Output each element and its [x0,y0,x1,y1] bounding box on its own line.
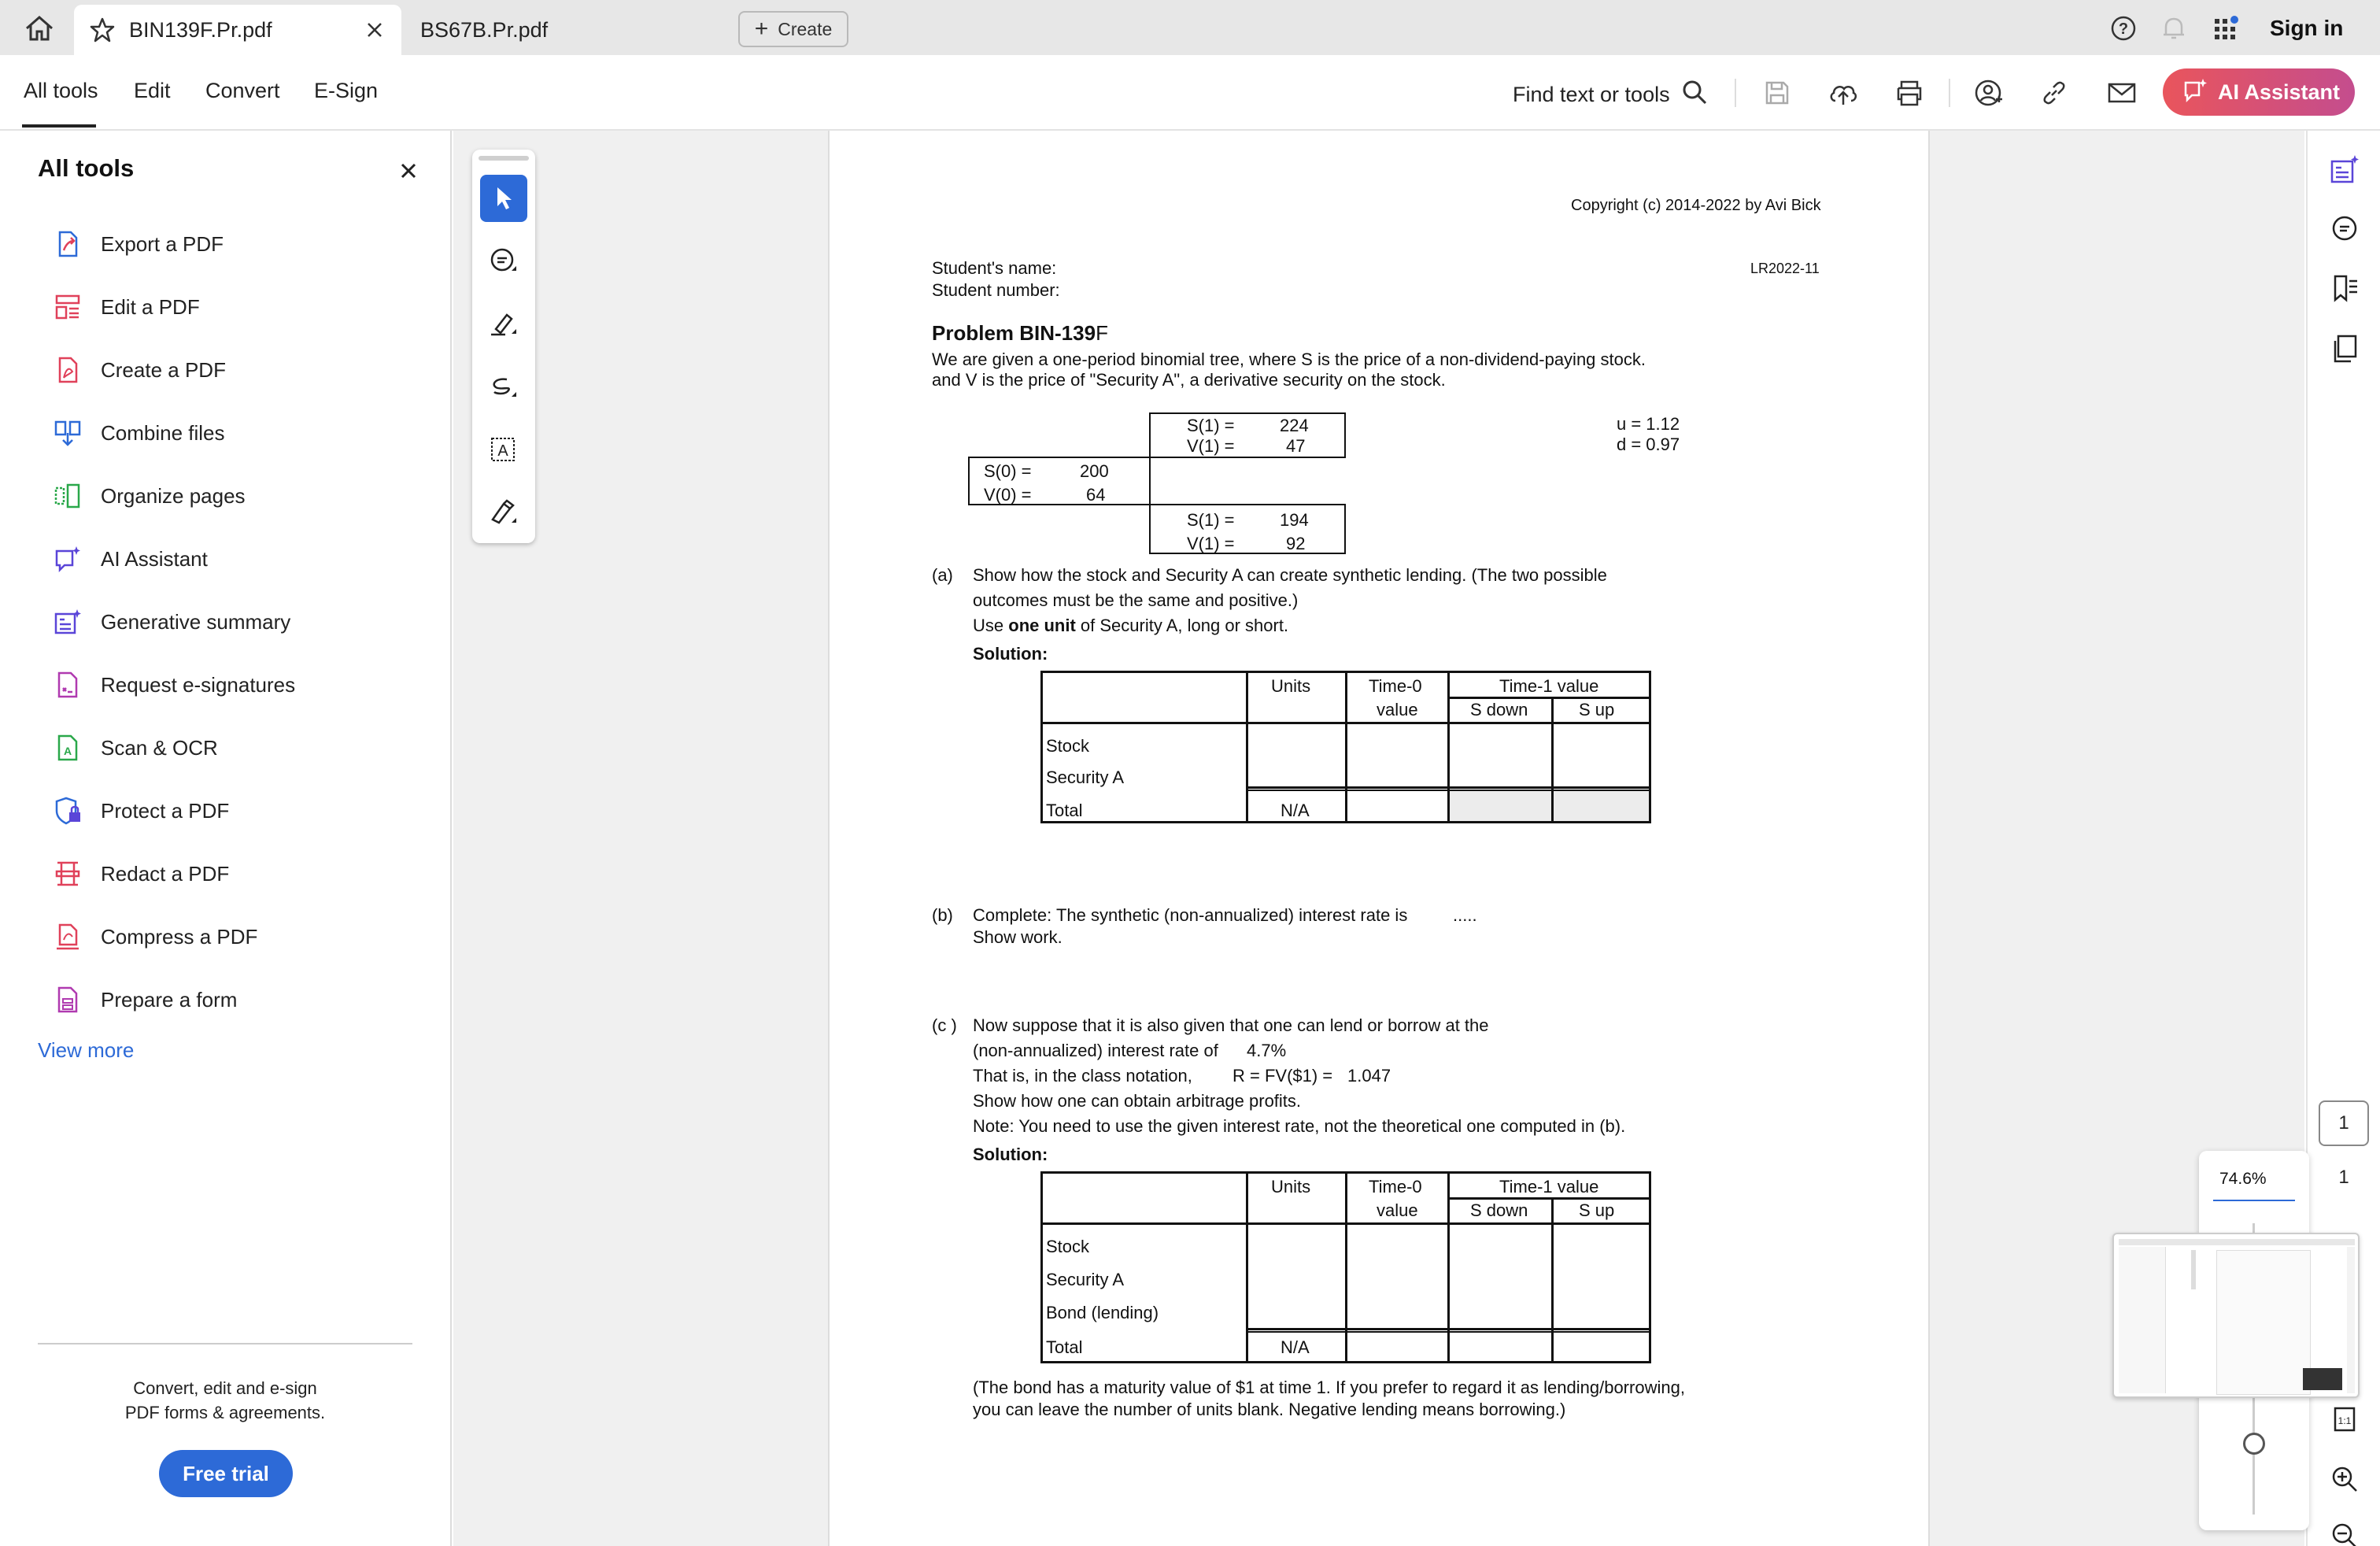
save-icon[interactable] [1760,76,1794,110]
tool-export-pdf[interactable]: Export a PDF [52,224,224,264]
link-icon[interactable] [2037,76,2071,110]
col-sup: S up [1579,1200,1615,1220]
page-thumbnail-preview[interactable] [2112,1233,2360,1398]
draw-tool-icon[interactable] [480,364,527,411]
text-box-tool-icon[interactable] [480,427,527,474]
part-a-label: (a) [932,565,953,585]
row-stock: Stock [1046,1237,1090,1256]
tool-prepare-form[interactable]: Prepare a form [52,980,237,1019]
tree-s1-up-label: S(1) = [1187,416,1235,435]
student-number-label: Student number: [932,280,1060,300]
find-text-or-tools[interactable]: Find text or tools [1513,79,1708,111]
tool-combine-files[interactable]: Combine files [52,413,225,453]
help-icon[interactable] [2108,13,2139,44]
part-c-line-2: (non-annualized) interest rate of [973,1041,1218,1060]
row-total: Total [1046,1337,1083,1357]
col-sdown: S down [1470,1200,1528,1220]
tab-bs67b[interactable] [401,5,732,55]
svg-text:A: A [63,745,72,757]
redact-pdf-icon [52,858,83,890]
sign-in-link[interactable]: Sign in [2270,16,2344,40]
svg-text:?: ? [2118,20,2129,38]
zoom-slider-handle[interactable] [2243,1433,2265,1455]
intro-line-1: We are given a one-period binomial tree, where S is the price of a non-dividend-paying stock. [932,350,1646,369]
tool-protect-pdf[interactable]: Protect a PDF [52,791,229,830]
part-a-line-3: Use one unit of Security A, long or short. [973,616,1289,635]
menu-convert[interactable]: Convert [205,79,280,102]
active-menu-indicator [22,124,96,128]
copyright: Copyright (c) 2014-2022 by Avi Bick [1571,197,1821,214]
part-c-line-3: That is, in the class notation, [973,1066,1192,1086]
solution-label-c: Solution: [973,1145,1048,1164]
cell-na: N/A [1281,801,1310,820]
part-b-line-2: Show work. [973,927,1062,947]
pages-rail-icon[interactable] [2325,329,2364,368]
part-a-line-1: Show how the stock and Security A can create synthetic lending. (The two possible [973,565,1607,585]
bookmarks-rail-icon[interactable] [2325,269,2364,309]
view-more-link[interactable]: View more [38,1038,135,1062]
page-number-input[interactable]: 1 [2319,1100,2369,1146]
menu-esign[interactable]: E-Sign [314,79,379,102]
col-time0-a: Time-0 [1369,1177,1422,1196]
apps-grid-icon[interactable] [2210,13,2241,44]
email-icon[interactable] [2105,76,2139,110]
create-button[interactable]: + Create [738,11,848,47]
part-c-rate: 4.7% [1247,1041,1287,1060]
tool-create-pdf[interactable]: Create a PDF [52,350,226,390]
zoom-value-underline [2213,1200,2295,1201]
col-time1: Time-1 value [1499,676,1599,696]
tree-u: u = 1.12 [1617,414,1680,434]
print-icon[interactable] [1892,76,1927,110]
drag-handle[interactable] [479,156,529,161]
panel-divider [38,1343,412,1344]
tree-s0-label: S(0) = [984,461,1032,481]
free-trial-button[interactable]: Free trial [159,1450,293,1497]
request-esignatures-icon [52,669,83,701]
part-b-label: (b) [932,905,953,925]
protect-pdf-icon [52,795,83,827]
home-icon[interactable] [22,13,57,44]
col-time0-b: value [1377,1200,1418,1220]
tool-edit-pdf[interactable]: Edit a PDF [52,287,200,327]
panel-title: All tools [38,154,135,182]
select-tool-icon[interactable] [480,175,527,222]
col-sdown: S down [1470,700,1528,719]
bell-icon[interactable] [2158,13,2190,44]
sign-tool-icon[interactable] [480,490,527,537]
create-pdf-icon [52,354,83,386]
part-c-label: (c ) [932,1015,957,1035]
ai-assistant-icon [52,543,83,575]
row-security-a: Security A [1046,767,1125,787]
comments-rail-icon[interactable] [2325,209,2364,249]
col-sup: S up [1579,700,1615,719]
tree-s1-up: 224 [1280,416,1309,435]
close-panel-icon[interactable] [397,159,420,183]
col-time0-a: Time-0 [1369,676,1422,696]
col-time1: Time-1 value [1499,1177,1599,1196]
close-tab-icon[interactable] [360,16,389,44]
tab-title: BS67B.Pr.pdf [420,17,549,42]
scan-ocr-icon [52,732,83,764]
pdf-page [828,131,1930,1546]
export-pdf-icon [52,228,83,260]
fit-page-icon[interactable] [2325,1400,2364,1439]
zoom-out-icon[interactable] [2325,1516,2364,1546]
solution-label-a: Solution: [973,644,1048,664]
tree-s1-down: 194 [1280,510,1309,530]
part-c-line-1: Now suppose that it is also given that one can lend or borrow at the [973,1015,1489,1035]
row-stock: Stock [1046,736,1090,756]
tree-v0-label: V(0) = [984,485,1032,505]
tree-s0: 200 [1080,461,1109,481]
zoom-in-icon[interactable] [2325,1459,2364,1499]
tree-v1-up-label: V(1) = [1187,436,1235,456]
tool-ai-assistant[interactable]: AI Assistant [52,539,208,579]
organize-pages-icon [52,480,83,512]
tree-v0: 64 [1086,485,1106,505]
generative-summary-icon [52,606,83,638]
student-name-label: Student's name: [932,258,1057,278]
svg-text:A: A [497,442,508,460]
share-user-icon[interactable] [1971,76,2005,110]
tab-bar [0,0,2380,55]
all-tools-panel [0,131,452,1546]
part-c-line-4: Show how one can obtain arbitrage profits. [973,1091,1302,1111]
page-total: 1 [2338,1167,2349,1188]
svg-text:1:1: 1:1 [2338,1415,2352,1426]
tool-compress-pdf[interactable]: Compress a PDF [52,917,257,956]
highlight-tool-icon[interactable] [480,301,527,348]
combine-files-icon [52,417,83,449]
part-a-line-2: outcomes must be the same and positive.) [973,590,1299,610]
comment-tool-icon[interactable] [480,238,527,285]
table-a [1040,671,1651,823]
intro-line-2: and V is the price of "Security A", a derivative security on the stock. [932,370,1446,390]
shaded-cells [1450,791,1649,821]
footnote-line-2: you can leave the number of units blank. Negative lending means borrowing.) [973,1400,1566,1419]
compress-pdf-icon [52,921,83,952]
part-c-r-label: R = FV($1) = [1232,1066,1333,1086]
main-toolbar [0,55,2380,131]
menu-all-tools[interactable]: All tools [24,79,98,102]
problem-title: Problem BIN-139F [932,321,1108,345]
ai-assistant-button[interactable]: AI Assistant [2163,68,2355,116]
tree-v1-down-label: V(1) = [1187,534,1235,553]
toolbar-separator [1949,79,1950,107]
tool-generative-summary[interactable]: Generative summary [52,602,290,642]
table-c [1040,1171,1651,1363]
promo-text: Convert, edit and e-sign PDF forms & agreements. [124,1378,326,1422]
tree-up-node [1149,412,1346,458]
cell-na: N/A [1281,1337,1310,1357]
row-security-a: Security A [1046,1270,1125,1289]
row-total: Total [1046,801,1083,820]
tree-s1-down-label: S(1) = [1187,510,1235,530]
ai-sparkle-icon [2182,76,2208,109]
col-units: Units [1271,1177,1311,1196]
tool-organize-pages[interactable]: Organize pages [52,476,246,516]
document-code: LR2022-11 [1750,261,1820,276]
prepare-form-icon [52,984,83,1015]
tool-request-esignatures[interactable]: Request e-signatures [52,665,295,705]
tab-title: BIN139F.Pr.pdf [129,17,272,42]
part-c-line-5: Note: You need to use the given interest rate, not the theoretical one computed in (b). [973,1116,1626,1136]
part-b-dots: ..... [1453,905,1477,925]
generative-summary-rail-icon[interactable] [2325,150,2364,189]
tree-down-node [1149,504,1346,554]
tool-scan-ocr[interactable]: A Scan & OCR [52,728,218,767]
search-icon [1681,79,1708,111]
col-time0-b: value [1377,700,1418,719]
toolbar-separator [1735,79,1736,107]
upload-cloud-icon[interactable] [1826,76,1861,110]
col-units: Units [1271,676,1311,696]
plus-icon: + [754,16,769,42]
part-b-line-1: Complete: The synthetic (non-annualized) interest rate is [973,905,1408,925]
footnote-line-1: (The bond has a maturity value of $1 at time 1. If you prefer to regard it as lending/borrowing, [973,1378,1685,1397]
star-icon[interactable] [87,14,118,46]
row-bond: Bond (lending) [1046,1303,1159,1322]
edit-pdf-icon [52,291,83,323]
annotation-toolbar [472,150,535,543]
tree-v1-down: 92 [1286,534,1306,553]
tree-d: d = 0.97 [1617,435,1680,454]
zoom-value[interactable]: 74.6% [2219,1170,2267,1188]
tree-v1-up: 47 [1286,436,1306,456]
menu-edit[interactable]: Edit [134,79,171,102]
part-c-r-value: 1.047 [1347,1066,1391,1086]
tool-redact-pdf[interactable]: Redact a PDF [52,854,229,893]
tab-bin139f[interactable] [74,5,401,55]
